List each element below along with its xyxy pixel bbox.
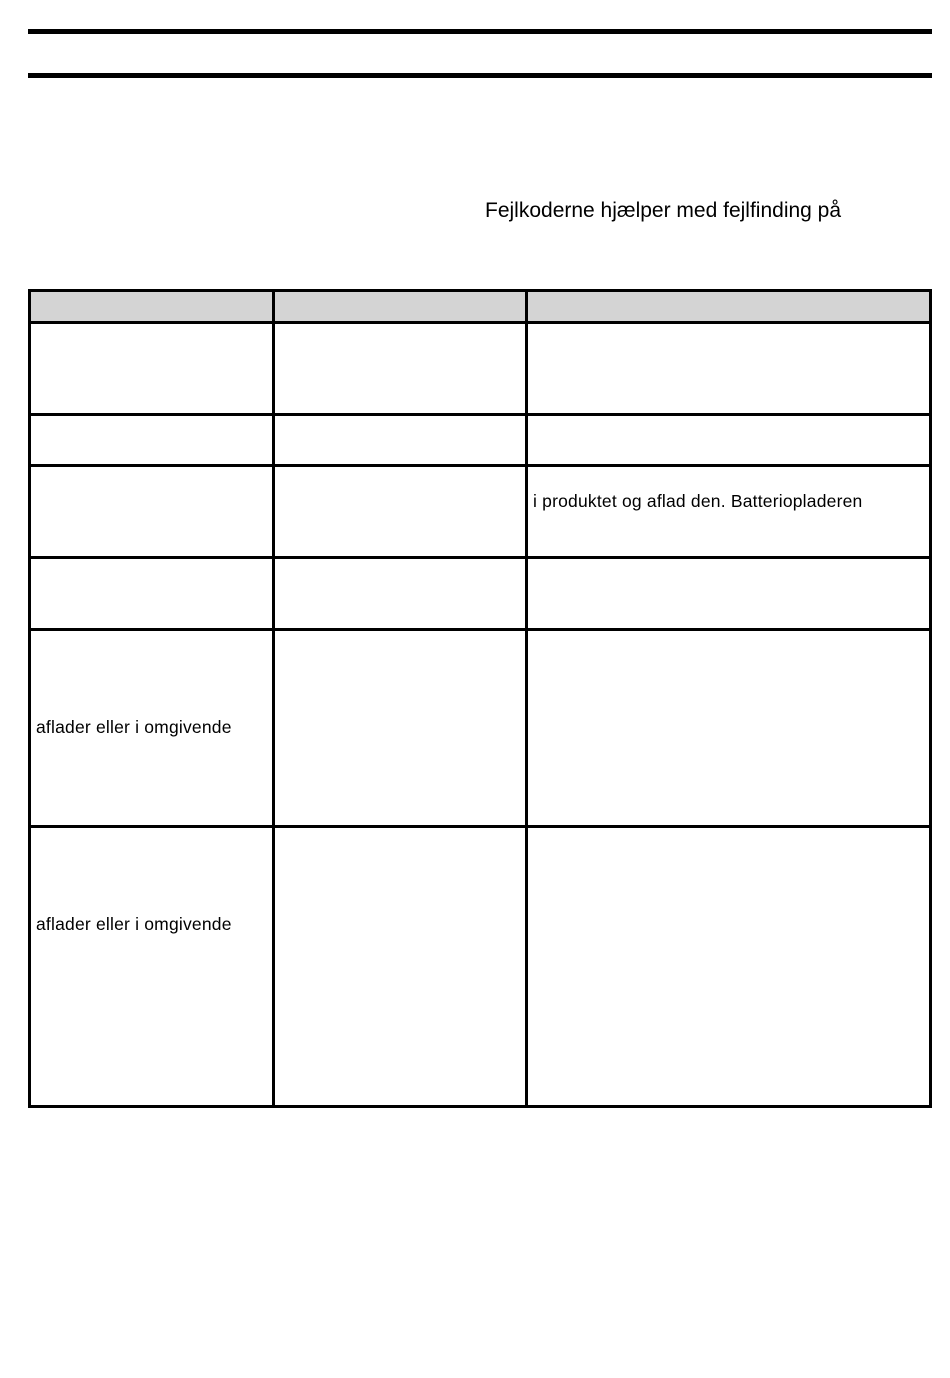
- table-cell: aflader eller i omgivende: [36, 717, 232, 737]
- second-rule: [28, 73, 932, 78]
- header-divider: [28, 321, 932, 324]
- table-border-left: [28, 289, 31, 1108]
- table-cell: aflader eller i omgivende: [36, 914, 232, 934]
- column-divider: [272, 289, 275, 1108]
- column-divider: [525, 289, 528, 1108]
- table-header-row: [31, 292, 929, 322]
- row-divider: [28, 413, 932, 416]
- table-border-top: [28, 289, 932, 292]
- table-cell: i produktet og aflad den. Batteriopladeren: [533, 491, 863, 511]
- row-divider: [28, 825, 932, 828]
- intro-text: Fejlkoderne hjælper med fejlfinding på: [485, 199, 842, 222]
- table-border-bottom: [28, 1105, 932, 1108]
- error-code-table: [28, 289, 932, 1108]
- row-divider: [28, 628, 932, 631]
- row-divider: [28, 464, 932, 467]
- top-rule: [28, 29, 932, 34]
- row-divider: [28, 556, 932, 559]
- table-border-right: [929, 289, 932, 1108]
